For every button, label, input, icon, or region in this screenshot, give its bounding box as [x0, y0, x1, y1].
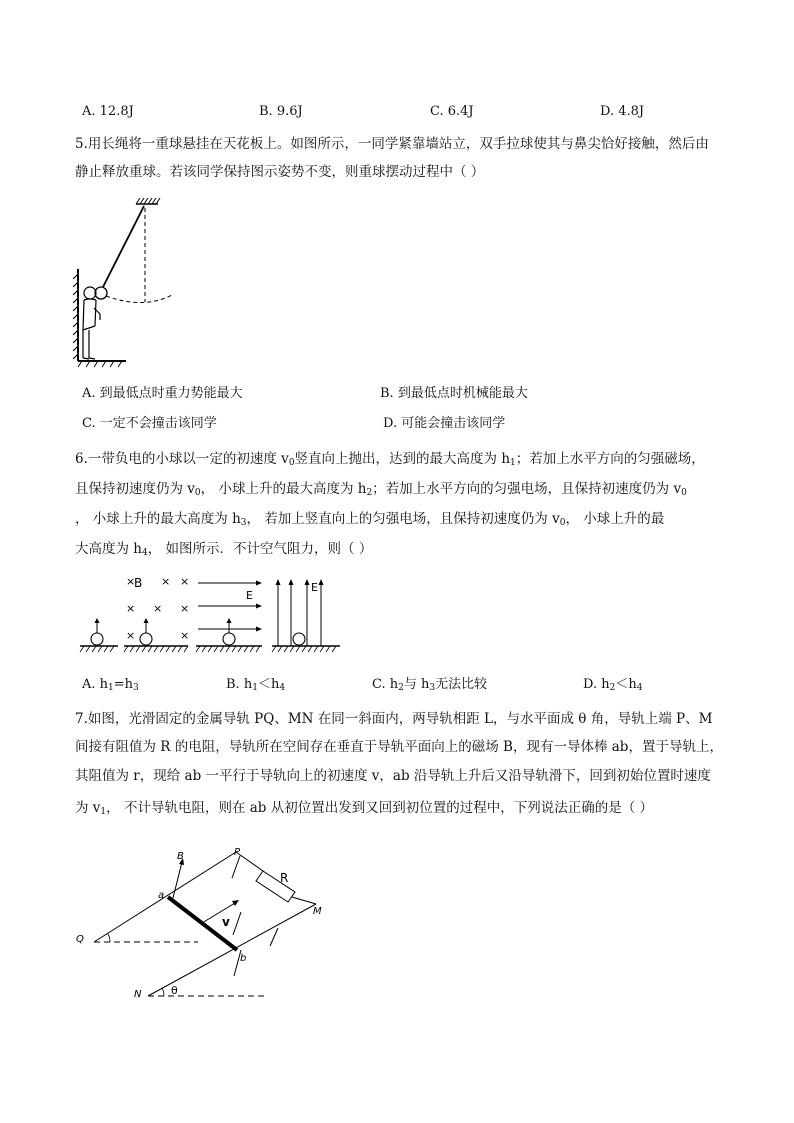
- svg-text:E: E: [311, 581, 318, 594]
- svg-text:×: ×: [180, 575, 190, 588]
- svg-text:B: B: [134, 576, 143, 590]
- q7-stem-line1: 7.如图，光滑固定的金属导轨 PQ、MN 在同一斜面内，两导轨相距 L，与水平面成 θ 角，导轨上端 P、M: [75, 711, 713, 727]
- svg-text:E: E: [246, 589, 253, 602]
- q4-option-c: C. 6.4J: [430, 104, 474, 119]
- svg-text:R: R: [280, 871, 289, 885]
- svg-text:M: M: [313, 906, 322, 917]
- q6-option-d: D. $h_2<h_4$: [583, 677, 643, 693]
- q4-option-b: B. 9.6J: [259, 104, 303, 119]
- svg-text:B: B: [177, 851, 184, 862]
- svg-text:N: N: [134, 989, 142, 1000]
- svg-text:×: ×: [126, 575, 136, 588]
- svg-text:×: ×: [153, 602, 163, 615]
- q5-stem-line1: 5.用长绳将一重球悬挂在天花板上。如图所示，一同学紧靠墙站立，双手拉球使其与鼻尖恰好接触，然后由: [75, 136, 709, 152]
- q7-stem-line2: 间接有阻值为 R 的电阻，导轨所在空间存在垂直于导轨平面向上的磁场 B，现有一导体棒 ab，置于导轨上，: [75, 739, 723, 755]
- q5-option-d: D. 可能会撞击该同学: [383, 416, 506, 431]
- q6-option-a: A. $h_1=h_3$: [82, 677, 139, 693]
- q5-option-a: A. 到最低点时重力势能最大: [82, 386, 243, 401]
- svg-text:θ: θ: [171, 984, 178, 997]
- svg-text:×: ×: [126, 629, 136, 642]
- q6-stem-line1: 6.一带负电的小球以一定的初速度 $v_0$竖直向上抛出，达到的最大高度为 $h_1$；若加上水平方向的匀强磁场，: [75, 451, 705, 468]
- q6-field-figure: [78, 571, 348, 659]
- svg-text:×: ×: [161, 575, 171, 588]
- svg-text:×: ×: [180, 602, 190, 615]
- q6-stem-line4: 大高度为 $h_4$， 如图所示．不计空气阻力，则（ ）: [75, 541, 373, 558]
- q4-option-d: D. 4.8J: [600, 104, 645, 119]
- q4-option-a: A. 12.8J: [82, 104, 134, 119]
- q5-option-c: C. 一定不会撞击该同学: [82, 416, 217, 431]
- svg-text:a: a: [158, 890, 165, 901]
- q7-incline-rail-figure: [70, 830, 340, 1005]
- q6-option-b: B. $h_1<h_4$: [226, 677, 286, 693]
- q5-option-b: B. 到最低点时机械能最大: [380, 386, 528, 401]
- q6-stem-line3: ， 小球上升的最大高度为 $h_3$， 若加上竖直向上的匀强电场，且保持初速度仍为 $v_0$， 小球上升的最: [75, 511, 665, 528]
- svg-text:×: ×: [126, 602, 136, 615]
- svg-text:×: ×: [180, 629, 190, 642]
- svg-text:P: P: [234, 847, 241, 858]
- q5-stem-line2: 静止释放重球。若该同学保持图示姿势不变，则重球摆动过程中（ ）: [75, 164, 485, 180]
- svg-text:Q: Q: [76, 934, 84, 945]
- q7-stem-line4: 为 $v_1$， 不计导轨电阻，则在 ab 从初位置出发到又回到初位置的过程中，下列说法正确的是（ ）: [75, 800, 654, 817]
- svg-text:b: b: [240, 953, 247, 964]
- q7-stem-line3: 其阻值为 r，现给 ab 一平行于导轨向上的初速度 v，ab 沿导轨上升后又沿导轨滑下，回到初始位置时速度: [75, 768, 711, 784]
- q5-pendulum-figure: [70, 196, 180, 368]
- q6-stem-line2: 且保持初速度仍为 $v_0$， 小球上升的最大高度为 $h_2$；若加上水平方向的匀强电场，且保持初速度仍为 $v_0$: [75, 481, 687, 498]
- q6-option-c: C. $h_2$与 $h_3$无法比较: [372, 677, 488, 693]
- svg-text:v: v: [222, 915, 230, 929]
